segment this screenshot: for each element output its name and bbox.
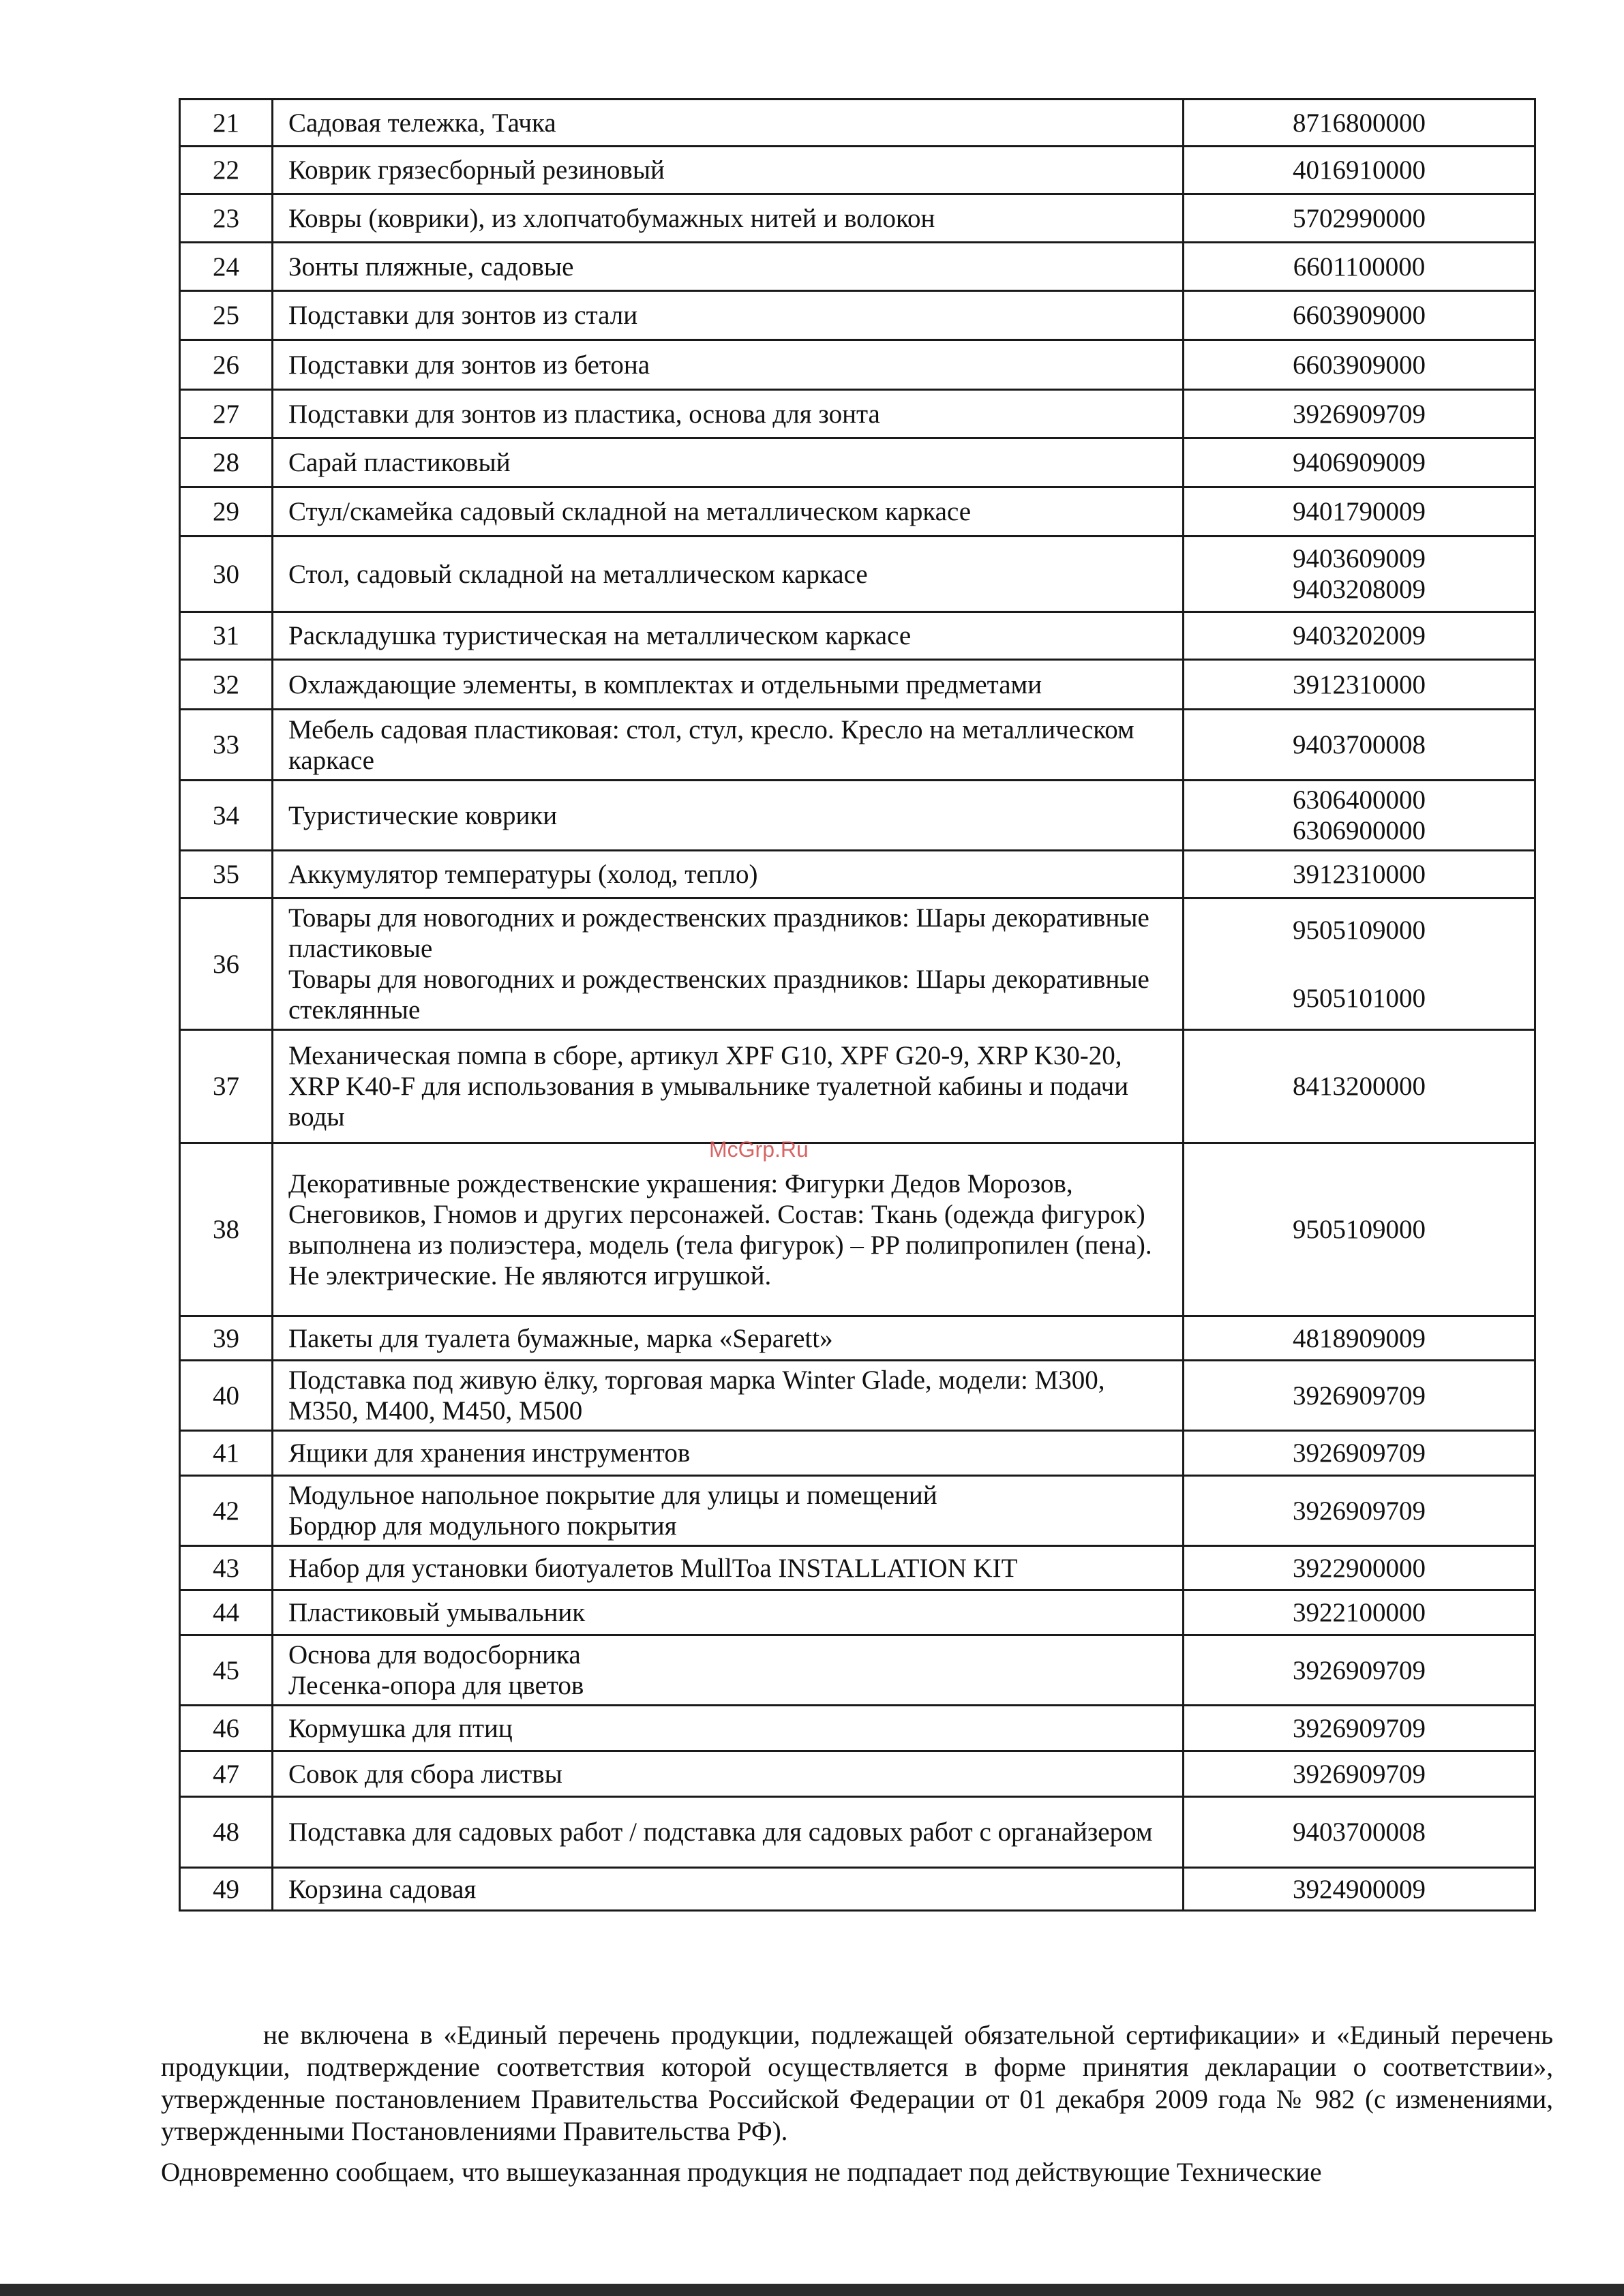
table-row — [180, 1030, 1535, 1143]
row-number: 49 — [180, 1868, 273, 1911]
code-value: 3922900000 — [1293, 1553, 1426, 1583]
code-value: 3926909709 — [1293, 1380, 1426, 1410]
description-line: Декоративные рождественские украшения: Фигурки Дедов Морозов, Снеговиков, Гномов и других персонажей. Состав: Ткань (одежда фигурок) выполнена из полиэстера, модель (тела фигурок) – PP полипропилен (пена). Не электрические. Не являются игрушкой. — [288, 1168, 1152, 1290]
product-description — [273, 291, 1184, 340]
table-row — [180, 537, 1535, 612]
table-row — [180, 1635, 1535, 1706]
description-line: Подставки для зонтов из пластика, основа для зонта — [288, 399, 880, 429]
product-description — [273, 660, 1184, 710]
row-number: 30 — [180, 537, 273, 612]
product-description — [273, 438, 1184, 487]
product-code-table — [179, 98, 1536, 1912]
product-description — [273, 1316, 1184, 1361]
tnved-code — [1184, 194, 1535, 243]
table-row — [180, 1361, 1535, 1431]
table-row — [180, 1590, 1535, 1635]
code-value: 9505109000 — [1293, 915, 1426, 945]
tnved-code — [1184, 1751, 1535, 1797]
tnved-code — [1184, 340, 1535, 390]
code-value: 3926909709 — [1293, 1438, 1426, 1468]
code-value: 3912310000 — [1293, 860, 1426, 889]
description-line: Бордюр для модульного покрытия — [288, 1511, 677, 1541]
row-number: 25 — [180, 291, 273, 340]
product-description — [273, 1361, 1184, 1431]
code-value: 9403700008 — [1293, 730, 1426, 759]
table-row — [180, 291, 1535, 340]
row-number: 42 — [180, 1476, 273, 1546]
table-row — [180, 1797, 1535, 1868]
product-description — [273, 1143, 1184, 1316]
row-number: 26 — [180, 340, 273, 390]
row-number: 21 — [180, 100, 273, 147]
description-line: Ковры (коврики), из хлопчатобумажных нитей и волокон — [288, 203, 935, 233]
code-value: 3912310000 — [1293, 669, 1426, 699]
description-line: Совок для сбора листвы — [288, 1759, 562, 1789]
product-description — [273, 851, 1184, 898]
description-line: Товары для новогодних и рождественских праздников: Шары декоративные стеклянные — [288, 965, 1149, 1025]
product-description — [273, 147, 1184, 194]
table-row — [180, 1751, 1535, 1797]
product-description — [273, 612, 1184, 660]
row-number: 31 — [180, 612, 273, 660]
row-number: 36 — [180, 898, 273, 1030]
watermark-text: McGrp.Ru — [709, 1137, 809, 1162]
code-value: 3926909709 — [1293, 1655, 1426, 1685]
description-line: Ящики для хранения инструментов — [288, 1438, 691, 1468]
description-line: Товары для новогодних и рождественских праздников: Шары декоративные пластиковые — [288, 903, 1149, 963]
description-line: Зонты пляжные, садовые — [288, 252, 574, 282]
row-number: 47 — [180, 1751, 273, 1797]
description-line: Садовая тележка, Тачка — [288, 108, 556, 138]
tnved-code — [1184, 660, 1535, 710]
code-value: 6603909000 — [1293, 301, 1426, 330]
product-description — [273, 390, 1184, 438]
code-value: 9403700008 — [1293, 1817, 1426, 1847]
description-line: Туристические коврики — [288, 800, 558, 830]
product-description — [273, 1635, 1184, 1706]
row-number: 22 — [180, 147, 273, 194]
description-line: Мебель садовая пластиковая: стол, стул, кресло. Кресло на металлическом каркасе — [288, 714, 1134, 775]
table-row — [180, 1476, 1535, 1546]
product-description — [273, 1431, 1184, 1476]
code-value: 9403609009 — [1293, 544, 1426, 573]
table-row — [180, 1316, 1535, 1361]
product-description — [273, 1868, 1184, 1911]
row-number: 29 — [180, 487, 273, 537]
tnved-code — [1184, 1546, 1535, 1590]
row-number: 34 — [180, 781, 273, 851]
description-line: Корзина садовая — [288, 1874, 477, 1904]
table-row — [180, 710, 1535, 781]
code-value: 9403202009 — [1293, 621, 1426, 650]
product-description — [273, 1590, 1184, 1635]
row-number: 35 — [180, 851, 273, 898]
tnved-code — [1184, 1316, 1535, 1361]
table-row — [180, 100, 1535, 147]
code-value: 9406909009 — [1293, 448, 1426, 477]
product-description — [273, 1030, 1184, 1143]
code-value: 3926909709 — [1293, 1759, 1426, 1789]
description-line: Пакеты для туалета бумажные, марка «Separett» — [288, 1323, 833, 1353]
description-line: Подставка под живую ёлку, торговая марка Winter Glade, модели: M300, M350, M400, M450, M500 — [288, 1365, 1105, 1425]
row-number: 39 — [180, 1316, 273, 1361]
product-description — [273, 710, 1184, 781]
code-value: 9403208009 — [1293, 575, 1426, 604]
row-number: 40 — [180, 1361, 273, 1431]
description-line: Набор для установки биотуалетов MullToa INSTALLATION KIT — [288, 1553, 1018, 1583]
description-line: Лесенка-опора для цветов — [288, 1671, 584, 1700]
body-paragraph-2: Одновременно сообщаем, что вышеуказанная продукция не подпадает под действующие Технические — [161, 2158, 1322, 2187]
table-row — [180, 1143, 1535, 1316]
table-row — [180, 851, 1535, 898]
tnved-code — [1184, 100, 1535, 147]
row-number: 32 — [180, 660, 273, 710]
description-line: Коврик грязесборный резиновый — [288, 155, 665, 185]
code-value: 6306400000 — [1293, 785, 1426, 815]
tnved-code — [1184, 612, 1535, 660]
tnved-code — [1184, 851, 1535, 898]
description-line: Подставки для зонтов из бетона — [288, 350, 650, 380]
code-value: 6603909000 — [1293, 350, 1426, 380]
table-row — [180, 147, 1535, 194]
tnved-code — [1184, 1431, 1535, 1476]
description-line: Стол, садовый складной на металлическом каркасе — [288, 559, 868, 589]
table-row — [180, 612, 1535, 660]
product-description — [273, 243, 1184, 291]
code-value: 6306900000 — [1293, 816, 1426, 845]
tnved-code — [1184, 1476, 1535, 1546]
tnved-code — [1184, 898, 1535, 1030]
description-line: Пластиковый умывальник — [288, 1598, 586, 1627]
row-number: 48 — [180, 1797, 273, 1868]
tnved-code — [1184, 390, 1535, 438]
tnved-code — [1184, 1143, 1535, 1316]
product-description — [273, 898, 1184, 1030]
product-description — [273, 537, 1184, 612]
code-value: 3926909709 — [1293, 1496, 1426, 1526]
table-row — [180, 487, 1535, 537]
description-line: Модульное напольное покрытие для улицы и помещений — [288, 1481, 937, 1510]
tnved-code — [1184, 1868, 1535, 1911]
tnved-code — [1184, 1706, 1535, 1751]
row-number: 43 — [180, 1546, 273, 1590]
tnved-code — [1184, 1590, 1535, 1635]
table-row — [180, 390, 1535, 438]
code-value: 9505101000 — [1293, 983, 1426, 1013]
row-number: 41 — [180, 1431, 273, 1476]
table-row — [180, 438, 1535, 487]
product-description — [273, 340, 1184, 390]
code-value: 5702990000 — [1293, 203, 1426, 233]
tnved-code — [1184, 1030, 1535, 1143]
table-row — [180, 1868, 1535, 1911]
table-row — [180, 243, 1535, 291]
tnved-code — [1184, 487, 1535, 537]
row-number: 45 — [180, 1635, 273, 1706]
tnved-code — [1184, 1635, 1535, 1706]
code-value: 8413200000 — [1293, 1072, 1426, 1101]
code-value: 9505109000 — [1293, 1215, 1426, 1244]
tnved-code — [1184, 438, 1535, 487]
table-row — [180, 340, 1535, 390]
description-line: Основа для водосборника — [288, 1640, 581, 1670]
row-number: 33 — [180, 710, 273, 781]
body-paragraph-1: не включена в «Единый перечень продукции, подлежащей обязательной сертификации» и «Единый перечень продукции, подтверждение соответствия которой осуществляется в форме принятия декларации о соответствии», утвержденные постановлением Правительства Российской Федерации от 01 декабря 2009 года № 982 (с изменениями, утвержденными Постановлениями Правительства РФ). — [161, 2021, 1553, 2146]
row-number: 46 — [180, 1706, 273, 1751]
code-value: 6601100000 — [1293, 252, 1426, 282]
description-line: Механическая помпа в сборе, артикул XPF G10, XPF G20-9, XRP K30-20, XRP K40-F для использования в умывальнике туалетной кабины и подачи воды — [288, 1041, 1129, 1132]
row-number: 24 — [180, 243, 273, 291]
table-row — [180, 1706, 1535, 1751]
table-row — [180, 660, 1535, 710]
product-description — [273, 1476, 1184, 1546]
tnved-code — [1184, 710, 1535, 781]
product-description — [273, 1797, 1184, 1868]
tnved-code — [1184, 781, 1535, 851]
product-description — [273, 487, 1184, 537]
code-value: 8716800000 — [1293, 108, 1426, 138]
table-body — [180, 100, 1535, 1911]
row-number: 44 — [180, 1590, 273, 1635]
tnved-code — [1184, 1361, 1535, 1431]
table-row — [180, 898, 1535, 1030]
code-value: 4818909009 — [1293, 1323, 1426, 1353]
code-value: 3926909709 — [1293, 1713, 1426, 1743]
row-number: 23 — [180, 194, 273, 243]
row-number: 38 — [180, 1143, 273, 1316]
product-description — [273, 1706, 1184, 1751]
row-number: 28 — [180, 438, 273, 487]
description-line: Подставка для садовых работ / подставка для садовых работ с органайзером — [288, 1817, 1153, 1847]
table-row — [180, 194, 1535, 243]
product-description — [273, 1546, 1184, 1590]
table-row — [180, 781, 1535, 851]
tnved-code — [1184, 537, 1535, 612]
description-line: Охлаждающие элементы, в комплектах и отдельными предметами — [288, 669, 1042, 699]
description-line: Аккумулятор температуры (холод, тепло) — [288, 860, 758, 889]
code-value: 4016910000 — [1293, 155, 1426, 185]
row-number: 37 — [180, 1030, 273, 1143]
description-line: Сарай пластиковый — [288, 448, 511, 477]
product-description — [273, 100, 1184, 147]
description-line: Раскладушка туристическая на металлическом каркасе — [288, 621, 912, 650]
product-description — [273, 781, 1184, 851]
code-value: 3926909709 — [1293, 399, 1426, 429]
product-description — [273, 1751, 1184, 1797]
product-description — [273, 194, 1184, 243]
code-value: 3922100000 — [1293, 1598, 1426, 1627]
code-value: 3924900009 — [1293, 1874, 1426, 1904]
tnved-code — [1184, 243, 1535, 291]
tnved-code — [1184, 291, 1535, 340]
code-value: 9401790009 — [1293, 497, 1426, 526]
row-number: 27 — [180, 390, 273, 438]
tnved-code — [1184, 147, 1535, 194]
table-row — [180, 1431, 1535, 1476]
scan-edge — [0, 2284, 1624, 2296]
table-row — [180, 1546, 1535, 1590]
description-line: Кормушка для птиц — [288, 1713, 513, 1743]
tnved-code — [1184, 1797, 1535, 1868]
description-line: Стул/скамейка садовый складной на металлическом каркасе — [288, 497, 972, 526]
description-line: Подставки для зонтов из стали — [288, 301, 638, 330]
